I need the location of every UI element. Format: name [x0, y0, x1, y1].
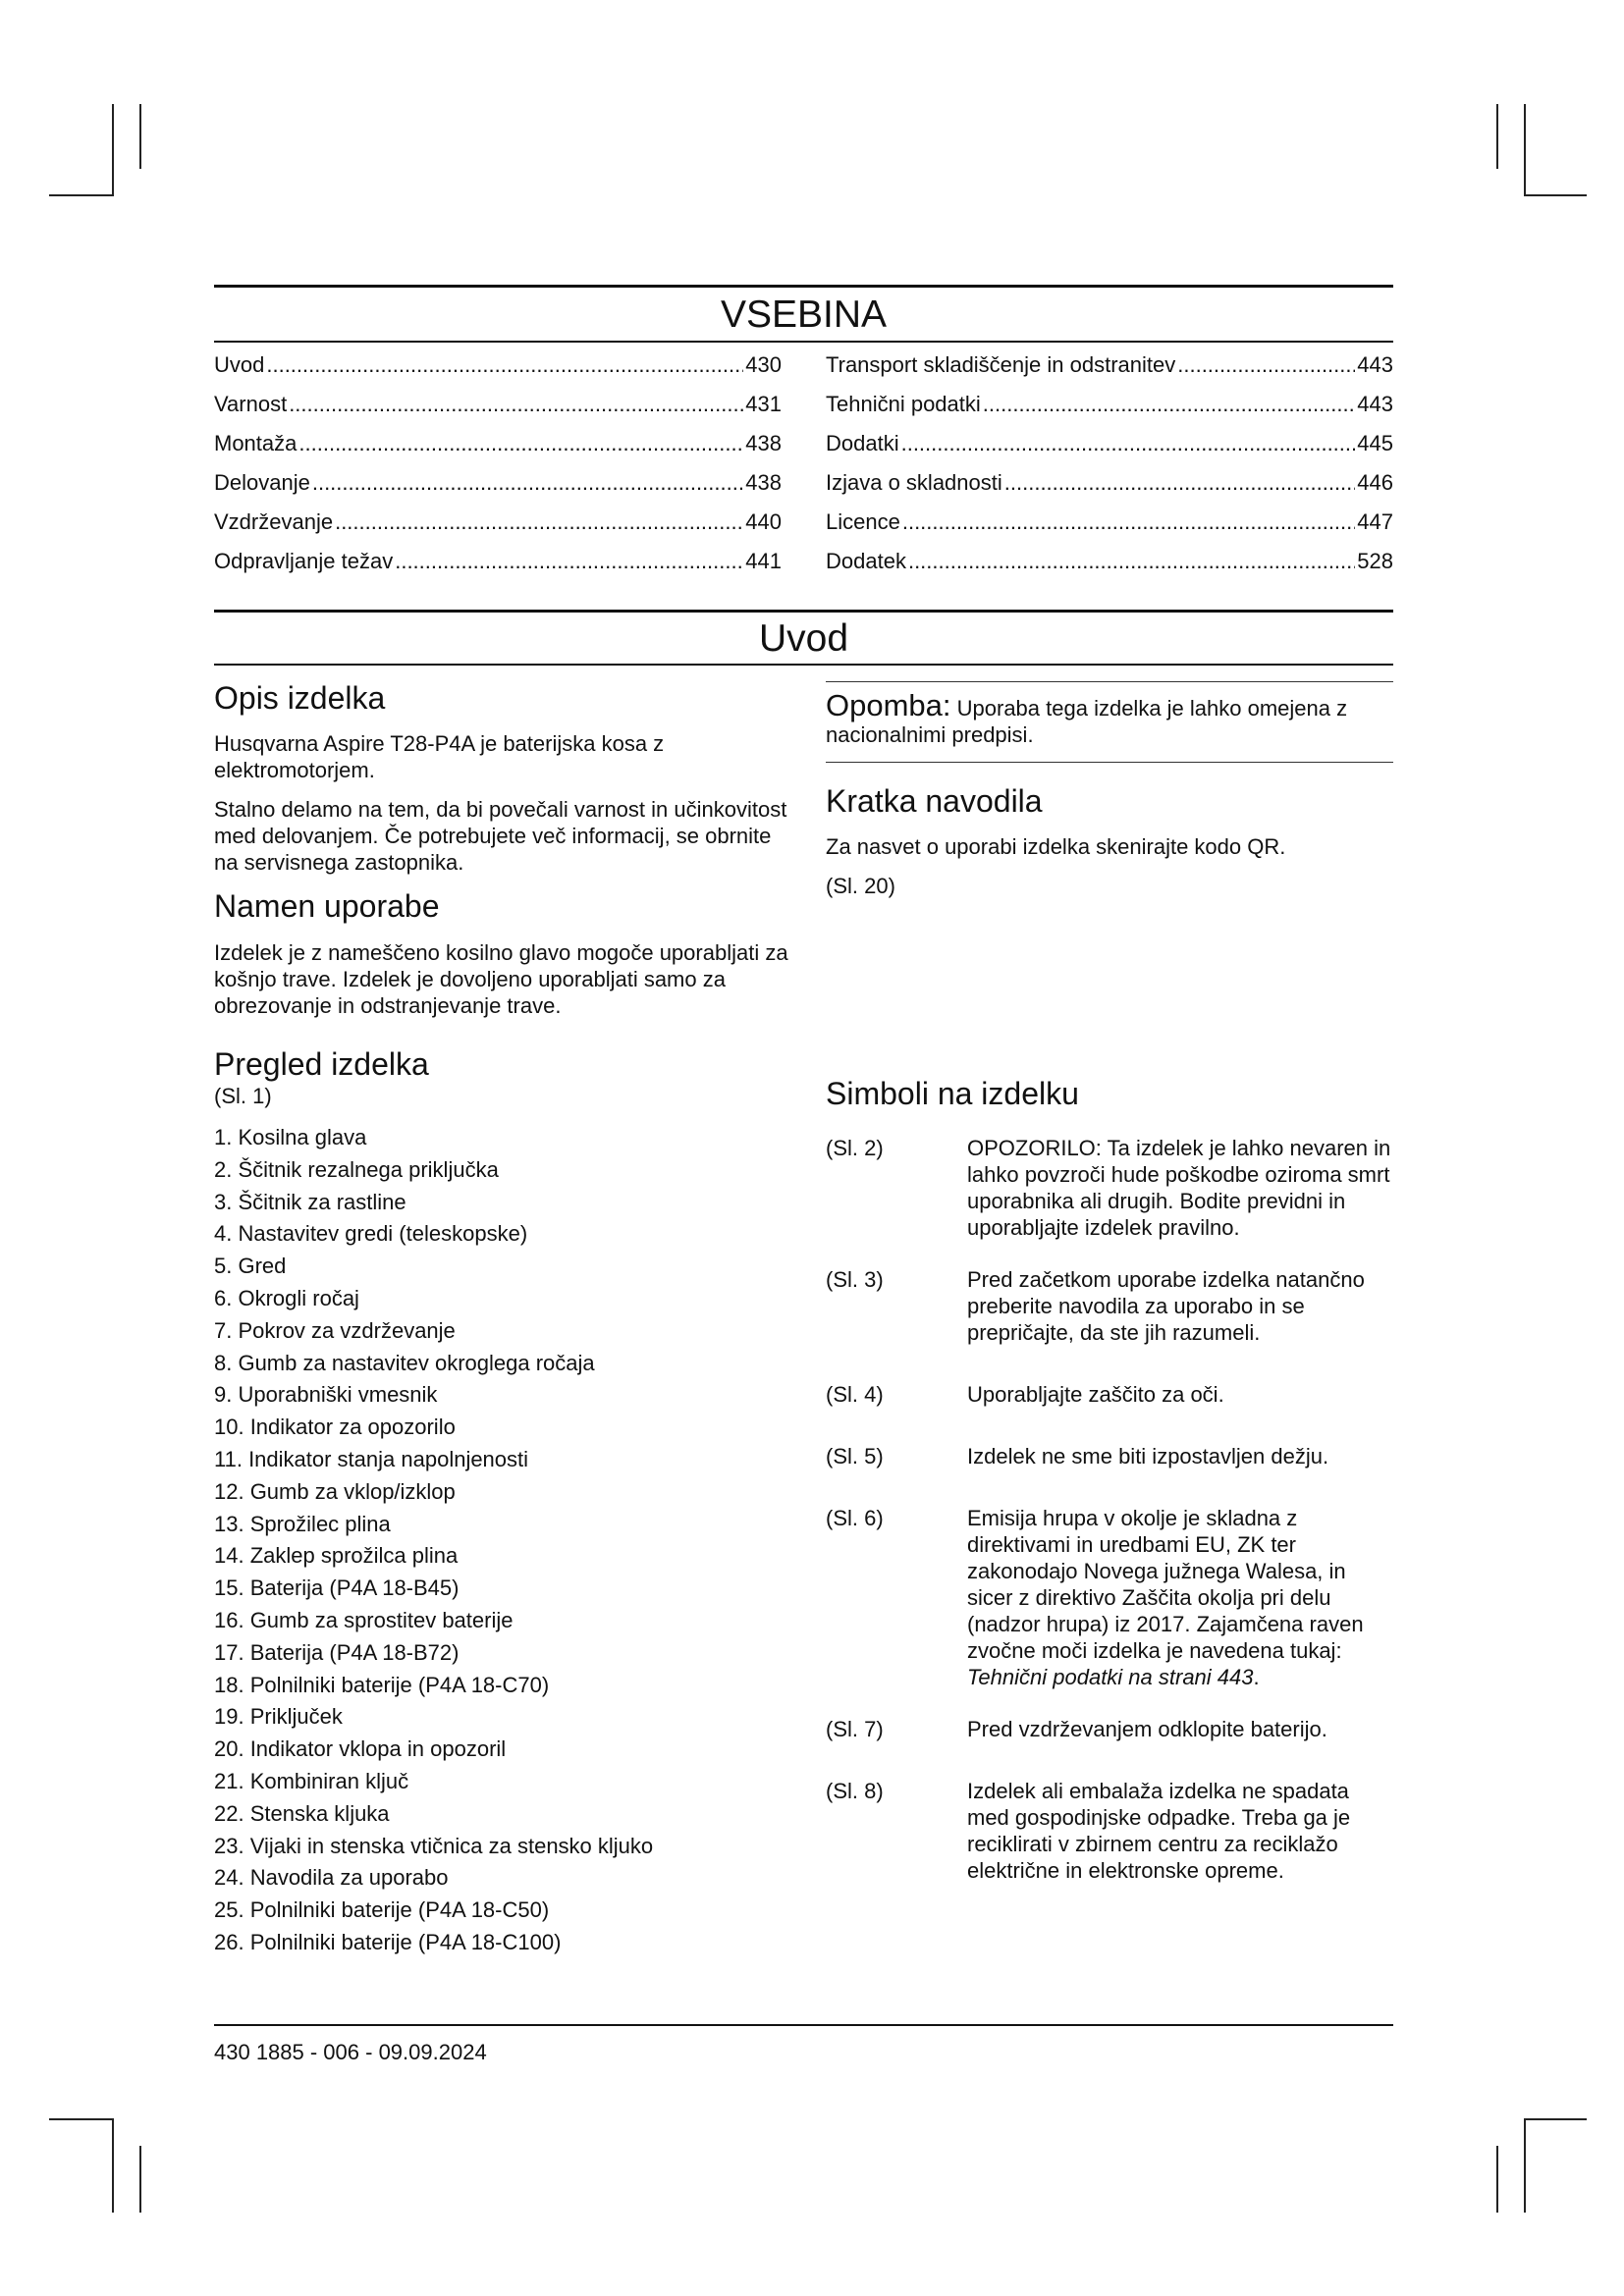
figure-reference: (Sl. 4) — [826, 1382, 884, 1407]
intro-top-rule — [214, 610, 1393, 613]
crop-mark-bottom-right — [1496, 2146, 1498, 2213]
toc-dots — [312, 469, 743, 497]
toc-entry-label: Tehnični podatki — [826, 392, 981, 416]
crop-mark-top-left — [112, 104, 114, 196]
toc-entry-label: Dodatek — [826, 549, 906, 573]
toc-entry-page: 445 — [1357, 431, 1393, 455]
toc-entry[interactable] — [214, 391, 782, 430]
figure-reference: (Sl. 2) — [826, 1136, 884, 1160]
symbol-row — [826, 1505, 1393, 1690]
purpose-heading: Namen uporabe — [214, 888, 440, 924]
list-item: 17. Baterija (P4A 18-B72) — [214, 1639, 460, 1665]
figure-reference: (Sl. 8) — [826, 1779, 884, 1803]
left-column — [214, 679, 793, 1959]
list-item: 1. Kosilna glava — [214, 1125, 367, 1149]
figure-reference: (Sl. 6) — [826, 1506, 884, 1530]
crop-mark-top-right — [1524, 194, 1587, 196]
toc-dots — [289, 391, 743, 418]
note-box — [826, 681, 1393, 763]
toc-bottom-rule — [214, 341, 1393, 343]
footer-text: 430 1885 - 006 - 09.09.2024 — [214, 2040, 487, 2064]
crop-mark-top-right — [1496, 104, 1498, 169]
toc-entry-label: Varnost — [214, 392, 288, 416]
note-text: Uporaba tega izdelka je lahko omejena z nacionalnimi predpisi. — [826, 696, 1348, 747]
parts-list — [214, 1122, 793, 1959]
list-item: 12. Gumb za vklop/izklop — [214, 1478, 456, 1504]
overview-heading: Pregled izdelka — [214, 1046, 429, 1082]
description-paragraph: Stalno delamo na tem, da bi povečali varnost in učinkovitost med delovanjem. Če potrebujete več informacij, se obrnite na servisnega zastopnika. — [214, 797, 787, 875]
toc-entry[interactable] — [826, 469, 1393, 508]
toc-top-rule — [214, 285, 1393, 288]
right-column — [826, 681, 1393, 1884]
symbol-description: Izdelek ne sme biti izpostavljen dežju. — [967, 1444, 1329, 1468]
toc-entry[interactable] — [214, 508, 782, 548]
toc-entry[interactable] — [214, 430, 782, 469]
figure-reference: (Sl. 1) — [214, 1084, 272, 1108]
crop-mark-bottom-left — [112, 2118, 114, 2213]
punctuation: . — [1253, 1665, 1260, 1689]
toc-entry-label: Dodatki — [826, 431, 899, 455]
symbol-row — [826, 1135, 1393, 1241]
toc-entry-page: 528 — [1357, 549, 1393, 573]
crop-mark-top-left — [49, 194, 114, 196]
toc-entry-label: Vzdrževanje — [214, 509, 334, 534]
toc-entry[interactable] — [214, 469, 782, 508]
list-item: 6. Okrogli ročaj — [214, 1285, 359, 1310]
toc-dots — [901, 430, 1356, 457]
toc-entry-label: Transport skladiščenje in odstranitev — [826, 352, 1176, 377]
toc-dots — [908, 548, 1355, 575]
list-item: 2. Ščitnik rezalnega priključka — [214, 1156, 499, 1182]
list-item: 19. Priključek — [214, 1704, 343, 1730]
toc-entry-label: Montaža — [214, 431, 298, 455]
list-item: 15. Baterija (P4A 18-B45) — [214, 1575, 460, 1601]
toc-entry-page: 441 — [745, 549, 782, 573]
toc-left-column — [214, 351, 782, 587]
toc-entry[interactable] — [214, 351, 782, 391]
crop-mark-top-left — [139, 104, 141, 169]
crop-mark-top-right — [1524, 104, 1526, 196]
crop-mark-bottom-right — [1524, 2118, 1526, 2213]
symbol-row — [826, 1381, 1393, 1408]
toc-right-column — [826, 351, 1393, 587]
list-item: 21. Kombiniran ključ — [214, 1768, 409, 1793]
list-item: 16. Gumb za sprostitev baterije — [214, 1607, 514, 1632]
toc-entry-label: Izjava o skladnosti — [826, 470, 1002, 495]
list-item: 25. Polnilniki baterije (P4A 18-C50) — [214, 1897, 550, 1923]
symbol-description: Pred vzdrževanjem odklopite baterijo. — [967, 1717, 1327, 1741]
quick-guide-heading: Kratka navodila — [826, 783, 1043, 819]
list-item: 5. Gred — [214, 1254, 287, 1279]
intro-bottom-rule — [214, 664, 1393, 666]
toc-dots — [335, 508, 743, 536]
symbol-row — [826, 1716, 1393, 1742]
list-item: 10. Indikator za opozorilo — [214, 1415, 456, 1440]
symbol-description: Uporabljajte zaščito za oči. — [967, 1382, 1224, 1407]
list-item: 9. Uporabniški vmesnik — [214, 1382, 438, 1408]
symbol-description: Izdelek ali embalaža izdelka ne spadata med gospodinjske odpadke. Treba ga je reciklirati v zbirnem centru za reciklažo električne in elektronske opreme. — [967, 1779, 1351, 1883]
intro-title: Uvod — [758, 617, 849, 660]
toc-entry-label: Delovanje — [214, 470, 310, 495]
quick-guide-paragraph: Za nasvet o uporabi izdelka skenirajte kodo QR. — [826, 834, 1286, 859]
list-item: 11. Indikator stanja napolnjenosti — [214, 1446, 529, 1471]
list-item: 23. Vijaki in stenska vtičnica za stensko kljuko — [214, 1833, 654, 1858]
toc-entry-page: 440 — [745, 509, 782, 534]
description-paragraph: Husqvarna Aspire T28-P4A je baterijska kosa z elektromotorjem. — [214, 731, 665, 782]
toc-dots — [298, 430, 743, 457]
symbol-description: Pred začetkom uporabe izdelka natančno preberite navodila za uporabo in se prepričajte, da ste jih razumeli. — [967, 1267, 1365, 1345]
list-item: 3. Ščitnik za rastline — [214, 1189, 406, 1214]
symbol-row — [826, 1778, 1393, 1884]
toc-entry[interactable] — [214, 548, 782, 587]
crop-mark-bottom-left — [49, 2118, 114, 2120]
toc-entry-label: Licence — [826, 509, 900, 534]
toc-entry-page: 431 — [745, 392, 782, 416]
toc-entry-page: 446 — [1357, 470, 1393, 495]
list-item: 7. Pokrov za vzdrževanje — [214, 1317, 456, 1343]
symbols-heading: Simboli na izdelku — [826, 1076, 1079, 1111]
figure-reference: (Sl. 5) — [826, 1444, 884, 1468]
symbol-description: OPOZORILO: Ta izdelek je lahko nevaren in lahko povzroči hude poškodbe oziroma smrt uporabnika ali drugih. Bodite previdni in uporabljajte izdelek pravilno. — [967, 1136, 1391, 1240]
list-item: 22. Stenska kljuka — [214, 1800, 390, 1826]
crop-mark-bottom-left — [139, 2146, 141, 2213]
toc-dots — [395, 548, 743, 575]
list-item: 18. Polnilniki baterije (P4A 18-C70) — [214, 1672, 550, 1697]
footer-rule — [214, 2024, 1393, 2026]
toc-entry-page: 443 — [1357, 392, 1393, 416]
crop-mark-bottom-right — [1524, 2118, 1587, 2120]
toc-entry[interactable] — [826, 508, 1393, 548]
toc-entry[interactable] — [826, 391, 1393, 430]
list-item: 13. Sprožilec plina — [214, 1511, 391, 1536]
list-item: 14. Zaklep sprožilca plina — [214, 1543, 459, 1569]
toc-dots — [902, 508, 1355, 536]
toc-dots — [266, 351, 743, 379]
list-item: 4. Nastavitev gredi (teleskopske) — [214, 1221, 528, 1247]
cross-reference-link[interactable]: Tehnični podatki na strani 443 — [967, 1665, 1254, 1689]
toc-entry-page: 443 — [1357, 352, 1393, 377]
figure-reference: (Sl. 20) — [826, 874, 895, 898]
toc-entry-label: Odpravljanje težav — [214, 549, 394, 573]
toc-entry-page: 438 — [745, 431, 782, 455]
figure-reference: (Sl. 3) — [826, 1267, 884, 1292]
purpose-paragraph: Izdelek je z nameščeno kosilno glavo mogoče uporabljati za košnjo trave. Izdelek je dovoljeno uporabljati samo za obrezovanje in odstranjevanje trave. — [214, 940, 788, 1018]
list-item: 24. Navodila za uporabo — [214, 1865, 449, 1891]
toc-dots — [983, 391, 1356, 418]
toc-dots — [1177, 351, 1355, 379]
toc-entry[interactable] — [826, 430, 1393, 469]
toc-entry-page: 438 — [745, 470, 782, 495]
symbol-row — [826, 1266, 1393, 1346]
list-item: 8. Gumb za nastavitev okroglega ročaja — [214, 1350, 595, 1375]
description-heading: Opis izdelka — [214, 680, 386, 716]
symbol-description-text: Emisija hrupa v okolje je skladna z direktivami in uredbami EU, ZK ter zakonodajo Novega južnega Walesa, in sicer z direktivo Zaščita okolja pri delu (nadzor hrupa) iz 2017. Zajamčena raven zvočne moči izdelka je navedena tukaj: — [967, 1506, 1364, 1663]
list-item: 26. Polnilniki baterije (P4A 18-C100) — [214, 1929, 562, 1954]
symbol-description — [967, 1505, 1393, 1690]
note-label: Opomba: — [826, 688, 951, 722]
figure-reference: (Sl. 7) — [826, 1717, 884, 1741]
toc-title: VSEBINA — [720, 294, 888, 336]
toc-entry[interactable] — [826, 548, 1393, 587]
toc-entry-page: 447 — [1357, 509, 1393, 534]
toc-entry-label: Uvod — [214, 352, 265, 377]
toc-dots — [1004, 469, 1356, 497]
list-item: 20. Indikator vklopa in opozoril — [214, 1736, 507, 1762]
toc-entry-page: 430 — [745, 352, 782, 377]
symbol-row — [826, 1443, 1393, 1469]
toc-entry[interactable] — [826, 351, 1393, 391]
